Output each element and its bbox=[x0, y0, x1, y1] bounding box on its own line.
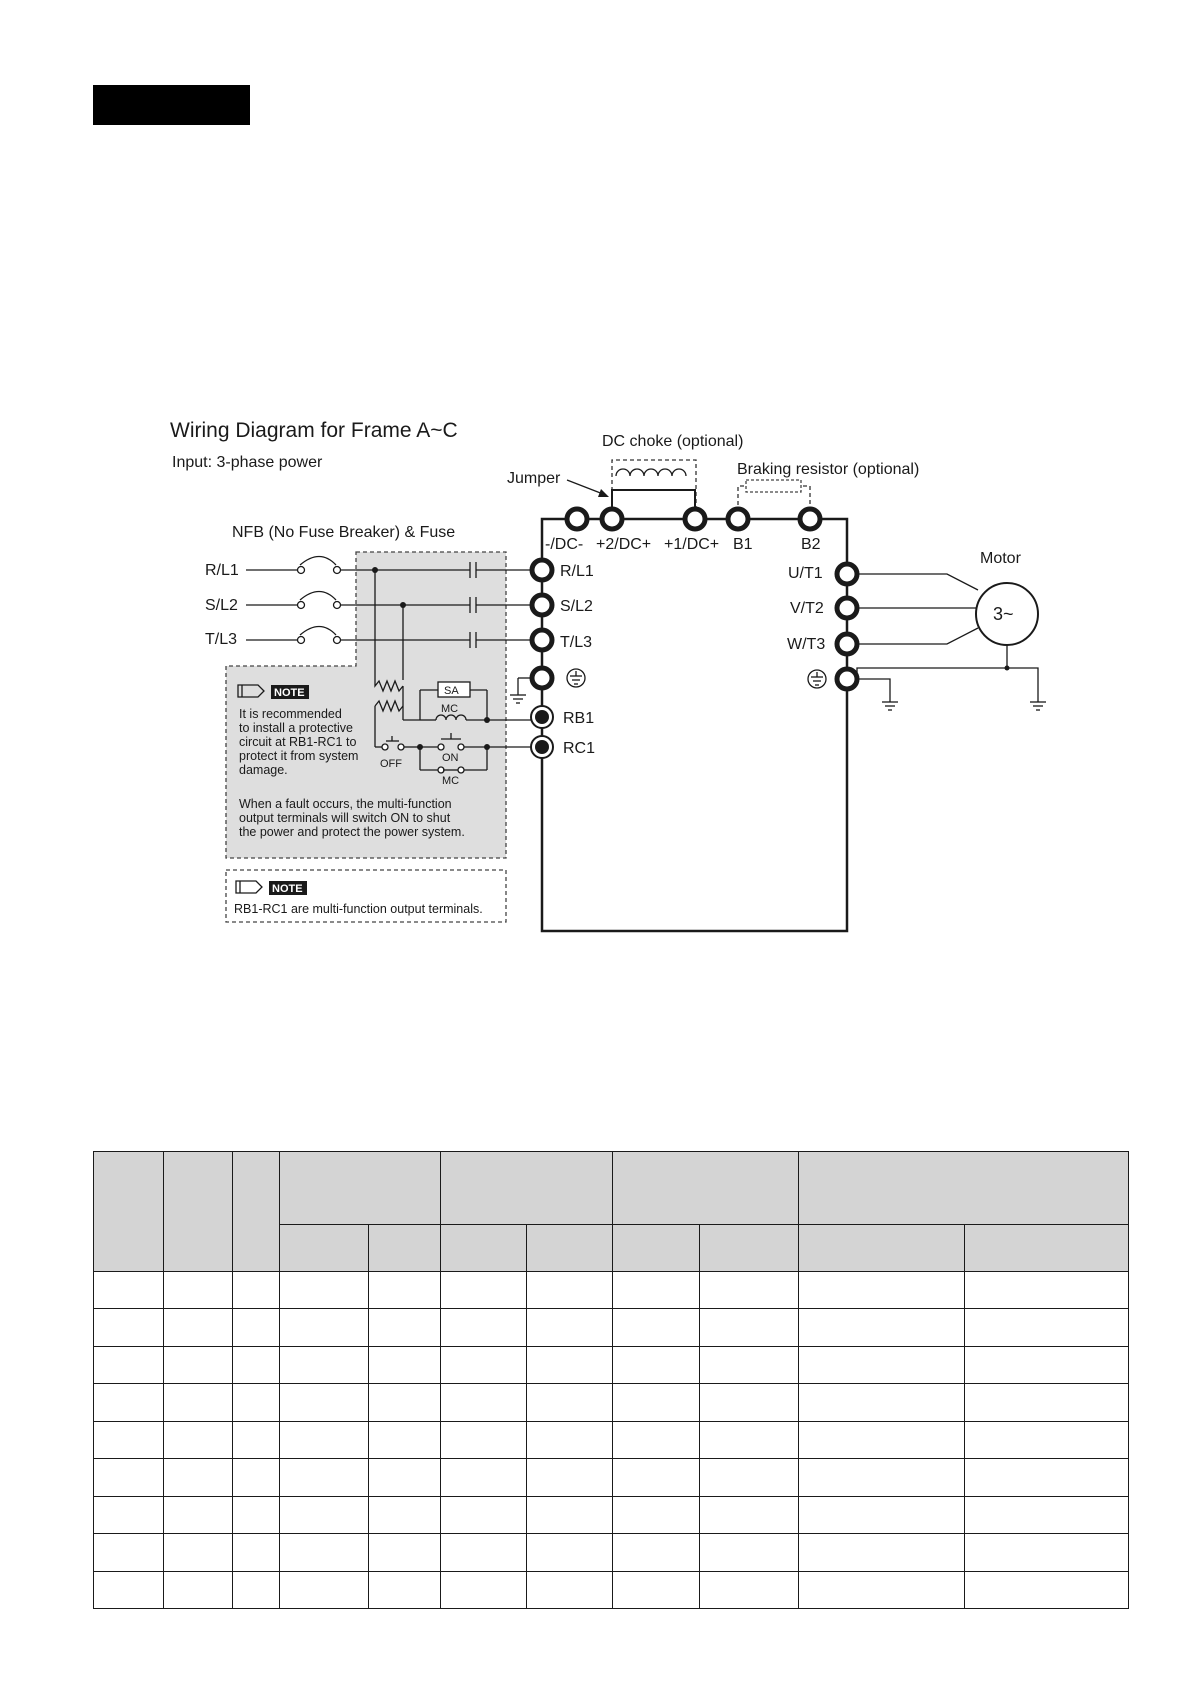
header-cell bbox=[441, 1152, 613, 1225]
table-row bbox=[94, 1534, 1129, 1571]
header-cell bbox=[233, 1152, 280, 1272]
terminal-b2 bbox=[800, 509, 820, 529]
table-row bbox=[94, 1384, 1129, 1421]
header-cell bbox=[164, 1152, 233, 1272]
terminal-label: B2 bbox=[801, 536, 821, 553]
table-row bbox=[94, 1496, 1129, 1533]
note-badge: NOTE bbox=[274, 687, 305, 699]
specs-table bbox=[93, 1151, 1129, 1609]
nfb-label: NFB (No Fuse Breaker) & Fuse bbox=[232, 524, 456, 541]
motor-label: Motor bbox=[980, 550, 1021, 567]
header-cell bbox=[700, 1225, 799, 1272]
header-cell bbox=[280, 1225, 369, 1272]
note-line: circuit at RB1-RC1 to bbox=[239, 735, 357, 749]
braking-resistor-label: Braking resistor (optional) bbox=[737, 461, 920, 478]
terminal-label: +1/DC+ bbox=[664, 536, 720, 553]
dc-choke-coil bbox=[612, 460, 696, 512]
table-row bbox=[94, 1309, 1129, 1346]
terminal-label: RC1 bbox=[563, 740, 596, 757]
note-line: When a fault occurs, the multi-function bbox=[239, 797, 452, 811]
jumper-label: Jumper bbox=[507, 470, 561, 487]
input-label: Input: 3-phase power bbox=[172, 454, 323, 471]
note-2-text: RB1-RC1 are multi-function output terminals. bbox=[234, 902, 483, 916]
terminal-label: +2/DC+ bbox=[596, 536, 652, 553]
table-row bbox=[94, 1272, 1129, 1309]
header-cell bbox=[441, 1225, 527, 1272]
terminal-label: RB1 bbox=[563, 710, 595, 727]
top-terminals bbox=[545, 509, 821, 553]
terminal-plus1-dc bbox=[685, 509, 705, 529]
note-line: the power and protect the power system. bbox=[239, 825, 465, 839]
mc-seal-label: MC bbox=[442, 775, 460, 787]
note-badge: NOTE bbox=[272, 883, 303, 895]
terminal-label: B1 bbox=[733, 536, 753, 553]
terminal-label: -/DC- bbox=[545, 536, 584, 553]
note-line: damage. bbox=[239, 763, 288, 777]
relay-terminals bbox=[531, 706, 595, 758]
note-line: protect it from system bbox=[239, 749, 359, 763]
terminal-label: U/T1 bbox=[788, 565, 823, 582]
phase-label: T/L3 bbox=[205, 631, 238, 648]
terminal-label: W/T3 bbox=[787, 636, 826, 653]
terminal-plus2-dc bbox=[602, 509, 622, 529]
on-label: ON bbox=[442, 752, 459, 764]
header-cell bbox=[527, 1225, 613, 1272]
input-terminals bbox=[510, 560, 594, 703]
header-cell bbox=[613, 1152, 799, 1225]
note-line: output terminals will switch ON to shut bbox=[239, 811, 451, 825]
jumper-bar bbox=[612, 490, 695, 512]
sa-label: SA bbox=[444, 685, 459, 697]
motor bbox=[857, 574, 1046, 710]
mc-label: MC bbox=[441, 703, 459, 715]
phase-label: S/L2 bbox=[205, 597, 238, 614]
header-cell bbox=[613, 1225, 700, 1272]
note-line: to install a protective bbox=[239, 721, 353, 735]
header-cell bbox=[94, 1152, 164, 1272]
terminal-b1 bbox=[728, 509, 748, 529]
table-row bbox=[94, 1421, 1129, 1458]
motor-symbol: 3~ bbox=[993, 604, 1014, 624]
off-label: OFF bbox=[380, 758, 402, 770]
note-line: It is recommended bbox=[239, 707, 342, 721]
header-cell bbox=[799, 1152, 1129, 1225]
terminal-label: V/T2 bbox=[790, 600, 824, 617]
terminal-label: R/L1 bbox=[560, 563, 594, 580]
header-cell bbox=[965, 1225, 1129, 1272]
terminal-dc-minus bbox=[567, 509, 587, 529]
phase-label: R/L1 bbox=[205, 562, 239, 579]
header-cell bbox=[280, 1152, 441, 1225]
table-row bbox=[94, 1571, 1129, 1609]
terminal-label: S/L2 bbox=[560, 598, 593, 615]
header-cell bbox=[369, 1225, 441, 1272]
dc-choke-label: DC choke (optional) bbox=[602, 433, 744, 450]
header-cell bbox=[799, 1225, 965, 1272]
diagram-title: Wiring Diagram for Frame A~C bbox=[170, 419, 458, 442]
terminal-label: T/L3 bbox=[560, 634, 593, 651]
braking-resistor bbox=[738, 480, 810, 512]
table-row bbox=[94, 1346, 1129, 1383]
table-row bbox=[94, 1459, 1129, 1496]
